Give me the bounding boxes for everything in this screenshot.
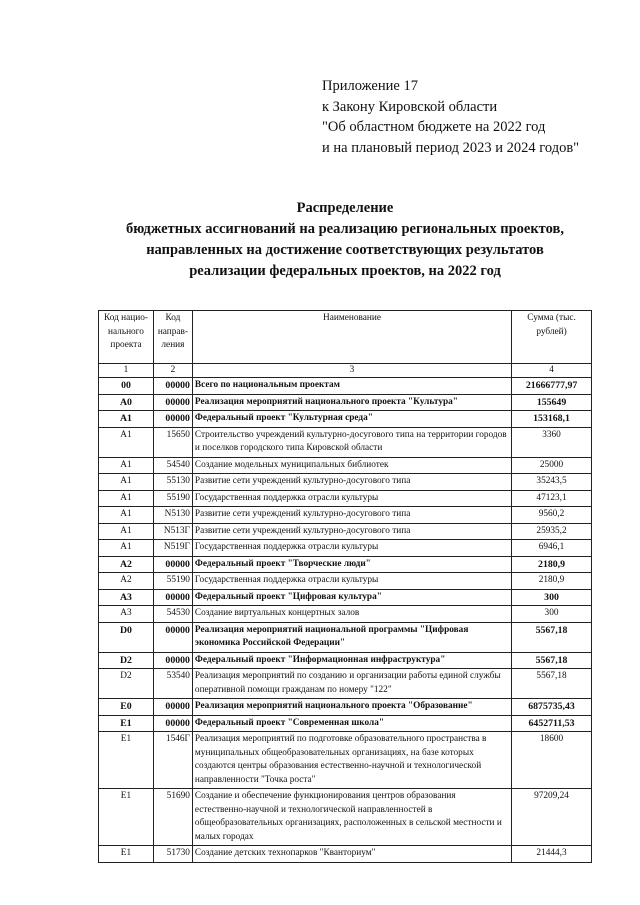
project-code-cell: A0 <box>99 394 154 411</box>
sum-cell: 2180,9 <box>512 573 592 590</box>
direction-code-cell: N519Г <box>153 540 192 557</box>
direction-code-cell: 54540 <box>153 457 192 474</box>
sum-cell: 2180,9 <box>512 556 592 573</box>
name-cell: Развитие сети учреждений культурно-досугового типа <box>192 507 511 524</box>
budget-table <box>98 310 592 863</box>
direction-code-cell: 00000 <box>153 411 192 428</box>
header-name: Наименование <box>192 311 511 364</box>
title-line: направленных на достижение соответствующих результатов <box>146 242 544 258</box>
table-row <box>99 846 592 863</box>
name-cell: Развитие сети учреждений культурно-досугового типа <box>192 523 511 540</box>
name-cell: Федеральный проект "Культурная среда" <box>192 411 511 428</box>
name-cell: Федеральный проект "Творческие люди" <box>192 556 511 573</box>
name-cell: Федеральный проект "Современная школа" <box>192 715 511 732</box>
sum-cell: 25000 <box>512 457 592 474</box>
project-code-cell: A1 <box>99 523 154 540</box>
project-code-cell: A2 <box>99 556 154 573</box>
project-code-cell: A1 <box>99 474 154 491</box>
name-cell: Реализация мероприятий по подготовке образовательного пространства в муниципальных общеобразовательных организациях, на базе которых создаются центры образования естественно-научной и технологической направленности "Точка роста" <box>192 732 511 789</box>
header-project-code: Код нацио-нального проекта <box>99 311 154 364</box>
direction-code-cell: 53540 <box>153 669 192 699</box>
direction-code-cell: 00000 <box>153 556 192 573</box>
sum-cell: 18600 <box>512 732 592 789</box>
direction-code-cell: 00000 <box>153 622 192 652</box>
project-code-cell: D2 <box>99 669 154 699</box>
table-row <box>99 457 592 474</box>
sum-cell: 9560,2 <box>512 507 592 524</box>
table-row <box>99 669 592 699</box>
project-code-cell: A1 <box>99 540 154 557</box>
project-code-cell: E1 <box>99 789 154 846</box>
project-code-cell: E1 <box>99 732 154 789</box>
project-code-cell: D0 <box>99 622 154 652</box>
name-cell: Реализация мероприятий национальной программы "Цифровая экономика Российской Федерации" <box>192 622 511 652</box>
table-row <box>99 427 592 457</box>
table-row <box>99 490 592 507</box>
sum-cell: 155649 <box>512 394 592 411</box>
project-code-cell: 00 <box>99 378 154 395</box>
name-cell: Государственная поддержка отрасли культуры <box>192 540 511 557</box>
table-row <box>99 540 592 557</box>
column-number: 4 <box>512 364 592 378</box>
name-cell: Реализация мероприятий национального проекта "Культура" <box>192 394 511 411</box>
sum-cell: 5567,18 <box>512 622 592 652</box>
title-line: реализации федеральных проектов, на 2022 год <box>189 263 501 279</box>
table-row <box>99 589 592 606</box>
name-cell: Реализация мероприятий национального проекта "Образование" <box>192 699 511 716</box>
column-number-row <box>99 364 592 378</box>
sum-cell: 6875735,43 <box>512 699 592 716</box>
table-row <box>99 732 592 789</box>
sum-cell: 300 <box>512 606 592 623</box>
title-line: Распределение <box>296 200 394 216</box>
project-code-cell: A1 <box>99 457 154 474</box>
name-cell: Создание виртуальных концертных залов <box>192 606 511 623</box>
header-sum: Сумма (тыс. рублей) <box>512 311 592 364</box>
direction-code-cell: 54530 <box>153 606 192 623</box>
column-number: 3 <box>192 364 511 378</box>
sum-cell: 3360 <box>512 427 592 457</box>
project-code-cell: E1 <box>99 715 154 732</box>
table-row <box>99 394 592 411</box>
appendix-line: Приложение 17 <box>322 78 418 94</box>
direction-code-cell: 00000 <box>153 715 192 732</box>
appendix-line: "Об областном бюджете на 2022 год <box>322 119 546 135</box>
name-cell: Государственная поддержка отрасли культуры <box>192 573 511 590</box>
sum-cell: 300 <box>512 589 592 606</box>
appendix-line: к Закону Кировской области <box>322 98 498 115</box>
project-code-cell: A1 <box>99 507 154 524</box>
table-row <box>99 378 592 395</box>
sum-cell: 47123,1 <box>512 490 592 507</box>
direction-code-cell: N513Г <box>153 523 192 540</box>
sum-cell: 35243,5 <box>512 474 592 491</box>
table-row <box>99 699 592 716</box>
name-cell: Государственная поддержка отрасли культуры <box>192 490 511 507</box>
project-code-cell: A3 <box>99 589 154 606</box>
table-row <box>99 606 592 623</box>
header-direction-code: Код направ-ления <box>153 311 192 364</box>
direction-code-cell: 00000 <box>153 589 192 606</box>
sum-cell: 5567,18 <box>512 669 592 699</box>
name-cell: Всего по национальным проектам <box>192 378 511 395</box>
direction-code-cell: 00000 <box>153 699 192 716</box>
project-code-cell: E1 <box>99 846 154 863</box>
name-cell: Строительство учреждений культурно-досугового типа на территории городов и поселков городского типа Кировской области <box>192 427 511 457</box>
table-row <box>99 573 592 590</box>
direction-code-cell: 15650 <box>153 427 192 457</box>
direction-code-cell: 00000 <box>153 394 192 411</box>
project-code-cell: A1 <box>99 427 154 457</box>
sum-cell: 153168,1 <box>512 411 592 428</box>
table-row <box>99 622 592 652</box>
direction-code-cell: 1546Г <box>153 732 192 789</box>
appendix-header <box>322 76 579 158</box>
project-code-cell: E0 <box>99 699 154 716</box>
name-cell: Реализация мероприятий по созданию и организации работы единой службы оперативной помощи гражданам по номеру "122" <box>192 669 511 699</box>
table-row <box>99 411 592 428</box>
table-row <box>99 652 592 669</box>
project-code-cell: A3 <box>99 606 154 623</box>
direction-code-cell: 00000 <box>153 378 192 395</box>
column-number: 1 <box>99 364 154 378</box>
direction-code-cell: 00000 <box>153 652 192 669</box>
table-row <box>99 507 592 524</box>
document-title <box>90 198 600 282</box>
project-code-cell: A2 <box>99 573 154 590</box>
name-cell: Создание модельных муниципальных библиотек <box>192 457 511 474</box>
name-cell: Федеральный проект "Информационная инфраструктура" <box>192 652 511 669</box>
name-cell: Федеральный проект "Цифровая культура" <box>192 589 511 606</box>
project-code-cell: D2 <box>99 652 154 669</box>
name-cell: Создание и обеспечение функционирования центров образования естественно-научной и технологической направленностей в общеобразовательных организациях, расположенных в сельской местности и малых городах <box>192 789 511 846</box>
table-row <box>99 523 592 540</box>
appendix-line: и на плановый период 2023 и 2024 годов" <box>322 139 580 156</box>
sum-cell: 6946,1 <box>512 540 592 557</box>
title-line: бюджетных ассигнований на реализацию региональных проектов, <box>126 221 564 237</box>
direction-code-cell: 55190 <box>153 573 192 590</box>
sum-cell: 6452711,53 <box>512 715 592 732</box>
project-code-cell: A1 <box>99 490 154 507</box>
sum-cell: 97209,24 <box>512 789 592 846</box>
table-row <box>99 789 592 846</box>
direction-code-cell: 51690 <box>153 789 192 846</box>
table-header-row <box>99 311 592 364</box>
sum-cell: 21444,3 <box>512 846 592 863</box>
direction-code-cell: 55190 <box>153 490 192 507</box>
direction-code-cell: N5130 <box>153 507 192 524</box>
table-row <box>99 474 592 491</box>
direction-code-cell: 51730 <box>153 846 192 863</box>
name-cell: Развитие сети учреждений культурно-досугового типа <box>192 474 511 491</box>
table-row <box>99 556 592 573</box>
table-row <box>99 715 592 732</box>
sum-cell: 21666777,97 <box>512 378 592 395</box>
sum-cell: 5567,18 <box>512 652 592 669</box>
project-code-cell: A1 <box>99 411 154 428</box>
sum-cell: 25935,2 <box>512 523 592 540</box>
column-number: 2 <box>153 364 192 378</box>
name-cell: Создание детских технопарков "Кванториум" <box>192 846 511 863</box>
direction-code-cell: 55130 <box>153 474 192 491</box>
